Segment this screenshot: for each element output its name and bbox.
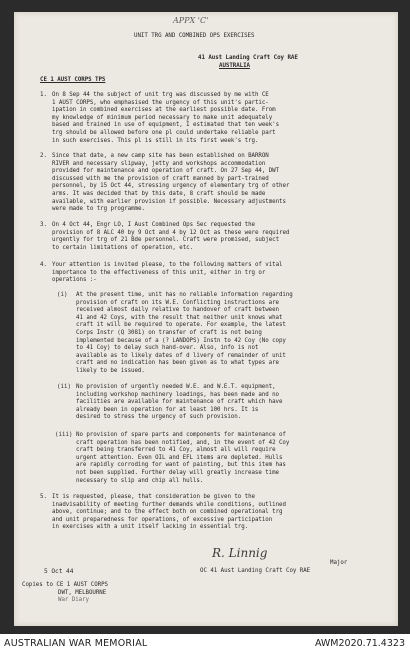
para-4i-line: 41 and 42 Coys, with the result that neither unit knows what bbox=[76, 314, 283, 321]
para-4-line: importance to the effectiveness of this unit, either in trg or bbox=[52, 269, 266, 276]
para-3-line: to certain limitations of operation, etc. bbox=[52, 244, 194, 251]
document-page bbox=[14, 12, 398, 626]
para-5-line: inadvisability of meeting further demands while conditions, outlined bbox=[52, 501, 286, 508]
para-1-line: ipation in combined exercises at the earliest possible date. From bbox=[52, 107, 276, 114]
para-4ii-line: already been in operation for at least 100 hrs. It is bbox=[76, 406, 259, 413]
para-5-line: and unit preparedness for operations, of excessive participation bbox=[52, 516, 273, 523]
para-4i-line: At the present time, unit has no reliable information regarding bbox=[76, 292, 293, 298]
para-4i-line: available as to likely dates of d livery of remainder of unit bbox=[76, 352, 286, 359]
para-5-number: 5. bbox=[40, 494, 47, 500]
para-3-line: urgently for trg of 21 Bde personnel. Craft were promised, subject bbox=[52, 237, 280, 244]
addressee: CE 1 AUST CORPS TPS bbox=[40, 77, 106, 83]
copies-line: DWT, MELBOURNE bbox=[58, 590, 107, 596]
para-4i-line: received almost daily relative to handover of craft between bbox=[76, 307, 279, 314]
para-2-number: 2. bbox=[40, 153, 47, 159]
para-2-line: Since that date, a new camp site has been established on BARRON bbox=[52, 153, 269, 159]
para-5-line: above, continue; and to the effect both on combined operational trg bbox=[52, 509, 283, 516]
unit-name: 41 Aust Landing Craft Coy RAE bbox=[198, 55, 298, 61]
para-1-line: based and trained in use of equipment, I estimated that ten week's bbox=[52, 122, 280, 129]
document-title: UNIT TRG AND COMBINED OPS EXERCISES bbox=[134, 33, 255, 39]
para-2-line: available, with earlier provision if possible. Necessary adjustments bbox=[52, 198, 286, 205]
para-4iii-line: urgent attention. Even OIL and EFL items are depleted. Hulls bbox=[76, 454, 283, 461]
para-4ii-line: No provision of urgently needed W.E. and W.E.T. equipment, bbox=[76, 384, 276, 390]
para-3-number: 3. bbox=[40, 222, 47, 228]
handwritten-signature: R. Linnig bbox=[212, 546, 268, 560]
document-date: 5 Oct 44 bbox=[44, 568, 74, 575]
signatory-unit: OC 41 Aust Landing Craft Coy RAE bbox=[200, 568, 311, 574]
para-4i-line: craft and no indication has been given as to what types are bbox=[76, 360, 279, 367]
para-2-line: personnel, by 15 Oct 44, stressing urgency of elementary trg of other bbox=[52, 183, 290, 190]
para-4-number: 4. bbox=[40, 262, 47, 268]
para-2-line: RIVER and necessary slipway, jetty and workshops accommodation bbox=[52, 160, 266, 167]
para-4i bbox=[76, 292, 293, 376]
para-5 bbox=[52, 494, 286, 532]
archive-footer bbox=[0, 634, 410, 653]
para-4i-line: implemented because of a (? LANDOPS) Instn to 42 Coy (No copy bbox=[76, 337, 286, 344]
para-2 bbox=[52, 153, 289, 214]
para-4i-line: provision of craft on its W.E. Conflicting instructions are bbox=[76, 299, 279, 306]
para-4i-line: likely to be issued. bbox=[76, 367, 145, 374]
para-2-line: discussed with me the provision of craft manned by part-trained bbox=[52, 175, 269, 182]
para-4i-line: craft it will be required to operate. For example, the latest bbox=[76, 322, 286, 329]
para-3-line: provision of 8 ALC 40 by 9 Oct and 4 by 12 Oct as these were required bbox=[52, 229, 290, 236]
para-1-number: 1. bbox=[40, 92, 47, 98]
para-5-line: in exercises with a unit itself lacking in essential trg. bbox=[52, 524, 249, 531]
para-3-line: On 4 Oct 44, Engr LO, I Aust Combined Ops Sec requested the bbox=[52, 222, 255, 228]
para-4iii-line: craft being transferred to 41 Coy, almost all will require bbox=[76, 447, 276, 454]
signatory-rank: Major bbox=[330, 560, 348, 566]
para-1-line: my knowledge of minimum period necessary to make unit adequately bbox=[52, 114, 273, 121]
para-2-line: arms. It was decided that by this date, 8 craft should be made bbox=[52, 190, 266, 197]
para-2-line: were made to trg programme. bbox=[52, 206, 145, 213]
appendix-annotation: APPX 'C' bbox=[173, 16, 209, 25]
para-1 bbox=[52, 92, 279, 145]
para-4iii-line: not been supplied. Further delay will greatly increase time bbox=[76, 469, 279, 476]
para-1-line: trg should be allowed before one pl could undertake reliable part bbox=[52, 129, 276, 136]
para-1-line: in such exercises. This pl is still in its first week's trg. bbox=[52, 137, 259, 144]
footer-institution: AUSTRALIAN WAR MEMORIAL bbox=[4, 638, 148, 649]
para-4ii bbox=[76, 384, 282, 422]
para-4ii-line: including workshop machinery loadings, has been made and no bbox=[76, 391, 279, 398]
copies-line: Copies to CE 1 AUST CORPS bbox=[22, 582, 109, 588]
para-4i-line: to 41 Coy) to delay such hand-over. Also, info is not bbox=[76, 345, 259, 352]
location: AUSTRALIA bbox=[219, 63, 250, 69]
para-2-line: provided for maintenance and operation of craft. On 27 Sep 44, DWT bbox=[52, 168, 280, 175]
para-4iii-line: No provision of spare parts and components for maintenance of bbox=[76, 432, 286, 438]
para-5-line: It is requested, please, that consideration be given to the bbox=[52, 494, 255, 500]
para-1-line: On 8 Sep 44 the subject of unit trg was discussed by me with CE bbox=[52, 92, 269, 98]
footer-accession-number: AWM2020.71.4323 bbox=[314, 638, 405, 649]
para-4i-line: Corps Instr (Q 3081) on transfer of craft is not being bbox=[76, 329, 262, 336]
copies-line: War Diary bbox=[58, 597, 89, 603]
para-4iii-line: are rapidly corroding for want of painting, but this item has bbox=[76, 462, 286, 469]
para-3 bbox=[52, 222, 289, 252]
para-4iii-number: (iii) bbox=[55, 432, 73, 438]
para-4i-number: (i) bbox=[57, 292, 68, 298]
para-4ii-number: (ii) bbox=[57, 384, 71, 390]
para-4-line: Your attention is invited please, to the following matters of vital bbox=[52, 262, 283, 268]
para-4iii-line: craft operation has been notified, and, in the event of 42 Coy bbox=[76, 439, 290, 446]
para-4-line: operations :- bbox=[52, 277, 97, 284]
para-4iii bbox=[76, 432, 289, 485]
para-4ii-line: facilities are available for maintenance of craft which have bbox=[76, 399, 283, 406]
para-4 bbox=[52, 262, 282, 285]
para-1-line: 1 AUST CORPS, who emphasised the urgency of this unit's partic- bbox=[52, 99, 269, 106]
para-4iii-line: necessary to slip and chip all hulls. bbox=[76, 477, 204, 484]
para-4ii-line: desired to stress the urgency of such provision. bbox=[76, 414, 242, 421]
